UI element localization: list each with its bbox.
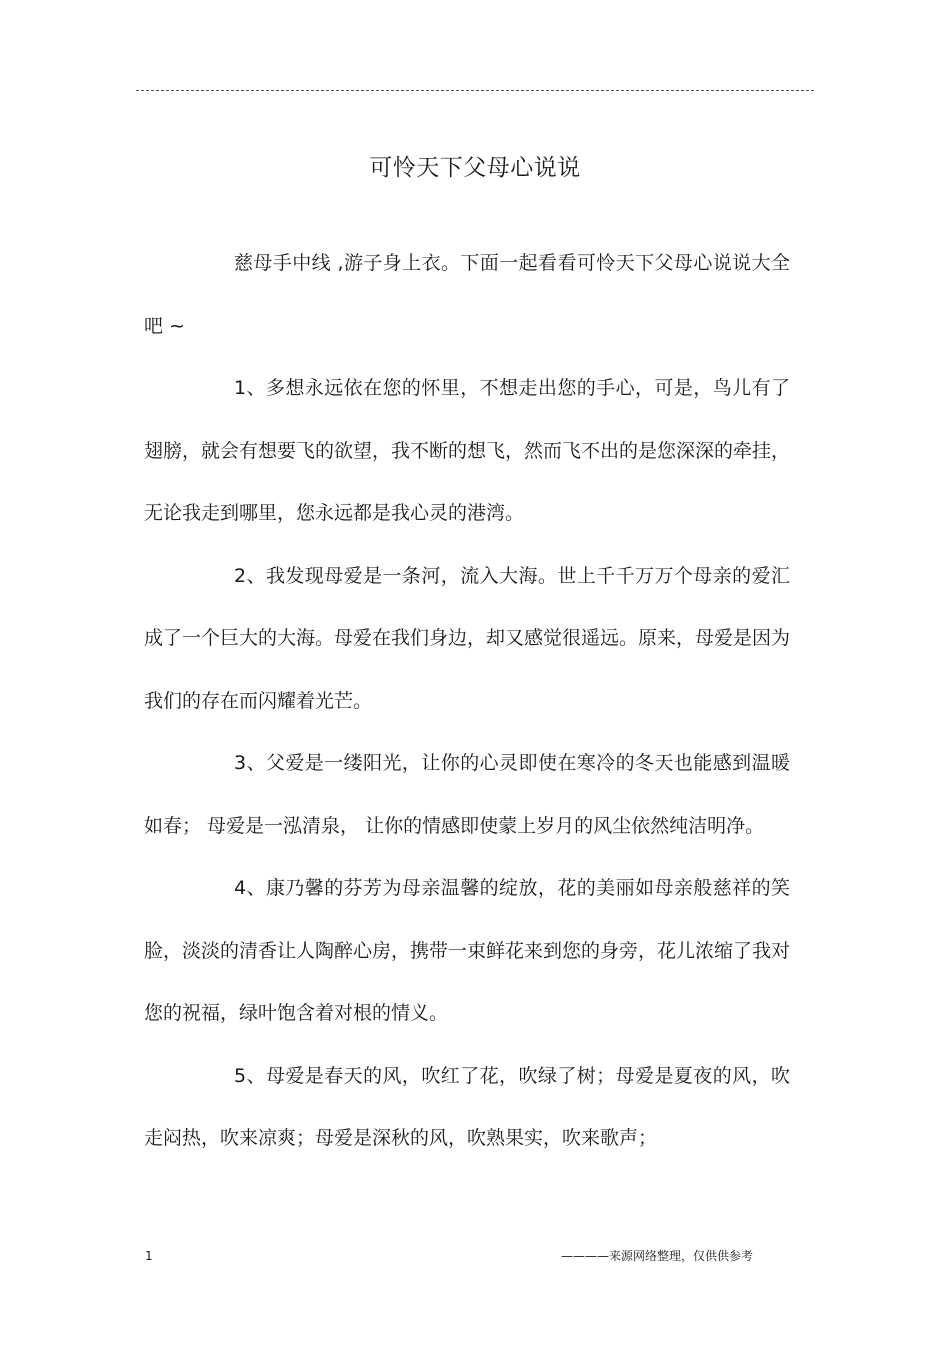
header-dashed-rule (136, 90, 814, 91)
paragraph-2: 2、我发现母爱是一条河，流入大海。世上千千万万个母亲的爱汇成了一个巨大的大海。母爱在我们身边，却又感觉很遥远。原来，母爱是因为我们的存在而闪耀着光芒。 (144, 564, 791, 712)
paragraph-3: 3、父爱是一缕阳光，让你的心灵即使在寒冷的冬天也能感到温暖如春； 母爱是一泓清泉， 让你的情感即使蒙上岁月的风尘依然纯洁明净。 (144, 752, 790, 837)
document-body (144, 232, 790, 1170)
intro-paragraph: 慈母手中线 ,游子身上衣。下面一起看看可怜天下父母心说说大全吧 ~ (144, 252, 790, 337)
page-number: 1 (145, 1249, 153, 1263)
paragraph-1: 1、多想永远依在您的怀里，不想走出您的手心，可是，鸟儿有了翅膀，就会有想要飞的欲望，我不断的想飞，然而飞不出的是您深深的牵挂，无论我走到哪里，您永远都是我心灵的港湾。 (144, 377, 791, 524)
paragraph-4: 4、康乃馨的芬芳为母亲温馨的绽放，花的美丽如母亲般慈祥的笑脸，淡淡的清香让人陶醉心房，携带一束鲜花来到您的身旁，花儿浓缩了我对您的祝福，绿叶饱含着对根的情义。 (144, 877, 791, 1024)
paragraph-5: 5、母爱是春天的风，吹红了花，吹绿了树；母爱是夏夜的风，吹走闷热，吹来凉爽；母爱是深秋的风，吹熟果实，吹来歌声； (144, 1064, 790, 1149)
source-note: ————来源网络整理，仅供供参考 (560, 1249, 753, 1263)
page-title: 可怜天下父母心说说 (369, 155, 581, 181)
